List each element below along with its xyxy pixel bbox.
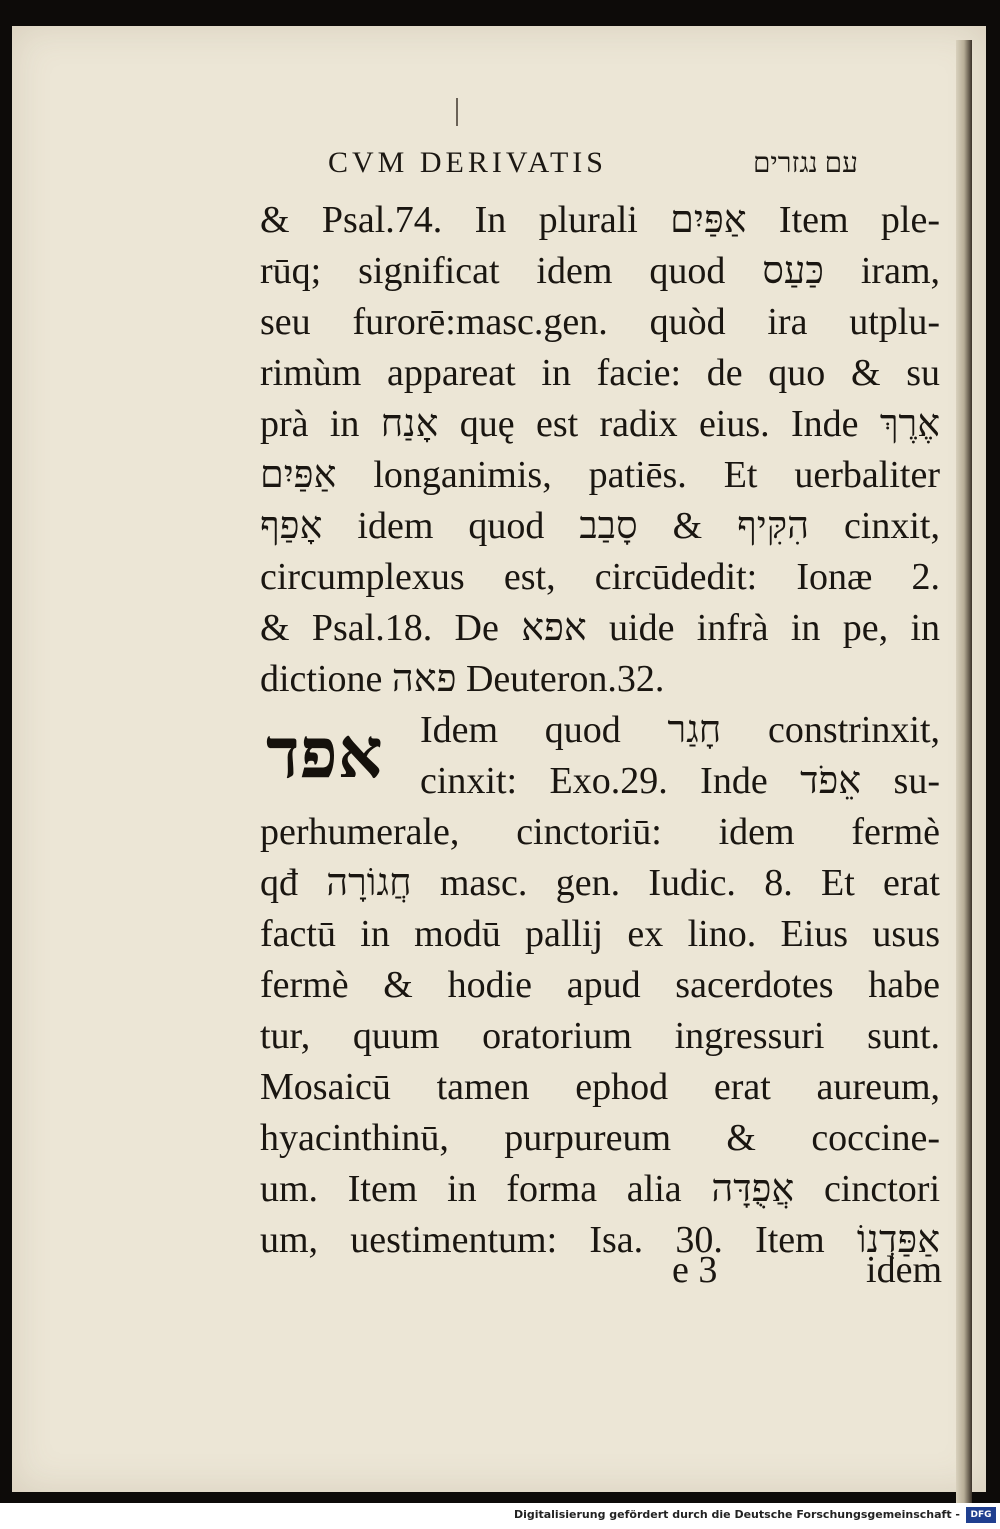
running-head-hebrew: עם נגזרים xyxy=(752,148,858,179)
text-line: rūq; significat idem quod כַּעַס iram, xyxy=(260,250,940,292)
text-line: rimùm appareat in facie: de quo & su xyxy=(260,352,940,394)
text-line: & Psal.74. In plurali אַפַּיִם Item ple- xyxy=(260,199,940,241)
text-line: um, uestimentum: Isa. 30. Item אַפַּדְנוֹ xyxy=(260,1219,940,1261)
text-line: seu furorē:masc.gen. quòd ira utplu- xyxy=(260,301,940,343)
catchword: idem xyxy=(866,1249,942,1291)
text-line: um. Item in forma alia אֲפֻדָּה cinctori xyxy=(260,1168,940,1210)
running-head xyxy=(328,146,858,186)
text-block xyxy=(260,195,940,1266)
running-head-latin: CVM DERIVATIS xyxy=(328,146,607,179)
dfg-notice: Digitalisierung gefördert durch die Deutsche Forschungsgemeinschaft - xyxy=(513,1508,960,1521)
text-line: qđ חֲגוֹרָה masc. gen. Iudic. 8. Et erat xyxy=(260,862,940,904)
text-line: אָפַף idem quod הִקִּיף & סָבַב cinxit, xyxy=(260,505,940,547)
gutter-mark xyxy=(456,98,458,126)
page-edge xyxy=(956,40,972,1510)
text-line: circumplexus est, circūdedit: Ionæ 2. xyxy=(260,556,940,598)
text-line: fermè & hodie apud sacerdotes habe xyxy=(260,964,940,1006)
entry-initial-block xyxy=(260,705,940,807)
text-line: perhumerale, cinctoriū: idem fermè xyxy=(260,811,940,853)
text-line: prà in אָנַח quę est radix eius. Inde אֶרֶךְ xyxy=(260,403,941,445)
dfg-logo: DFG xyxy=(966,1507,996,1523)
text-line: & Psal.18. De אפא uide infrà in pe, in xyxy=(260,607,941,649)
hebrew-entry-word: אפד xyxy=(266,711,383,794)
text-line: tur, quum oratorium ingressuri sunt. xyxy=(260,1015,940,1057)
text-line: Idem quod חָגַר constrinxit, xyxy=(420,709,940,751)
text-line: dictione פאה Deuteron.32. xyxy=(260,658,665,700)
text-line: factū in modū pallij ex lino. Eius usus xyxy=(260,913,940,955)
text-line: cinxit: Exo.29. Inde אֵפֹד su- xyxy=(420,760,940,802)
signature-mark: e 3 xyxy=(672,1249,718,1291)
text-line: אַפַּיִם longanimis, patiēs. Et uerbaliter xyxy=(260,454,940,496)
text-line: Mosaicū tamen ephod erat aureum, xyxy=(260,1066,940,1108)
text-line: hyacinthinū, purpureum & coccine- xyxy=(260,1117,940,1159)
dfg-attribution-bar xyxy=(0,1503,1000,1529)
